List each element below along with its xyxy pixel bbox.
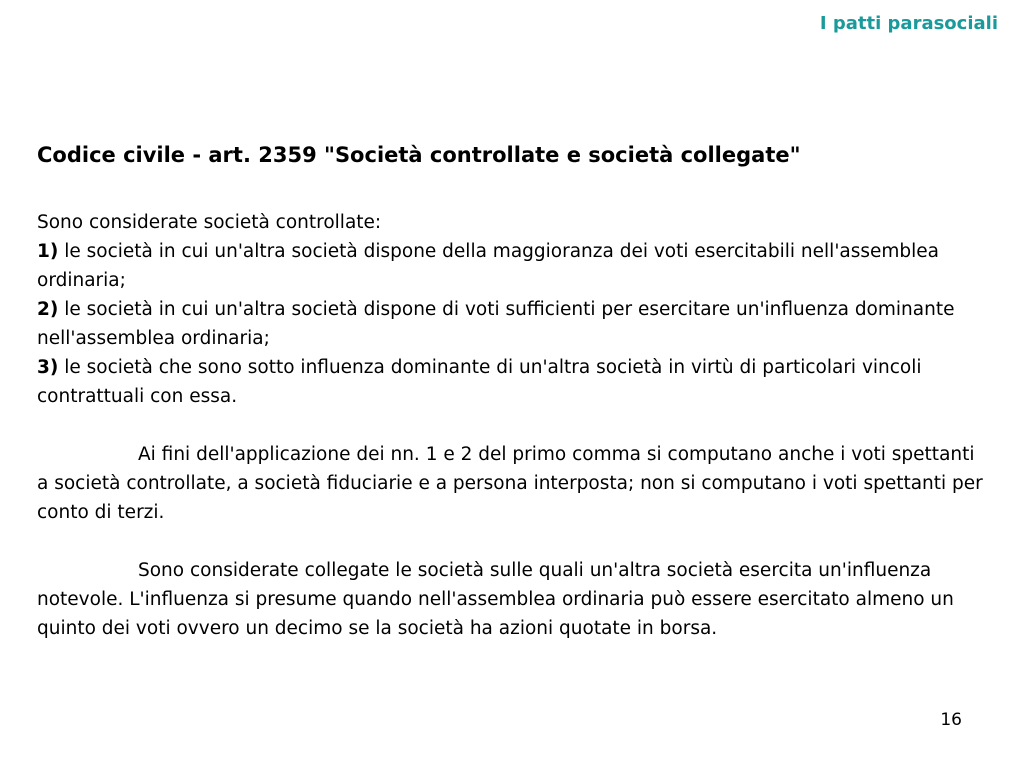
paragraph-collegate-text: Sono considerate collegate le società sulle quali un'altra società esercita un'influenza notevole. L'influenza si presume quando nell'assemblea ordinaria può essere esercitato almeno un quinto dei voti ovvero un decimo se la società ha azioni quotate in borsa. [37, 560, 954, 639]
list-item-number: 2) [37, 299, 59, 320]
header-title: I patti parasociali [819, 13, 998, 34]
list-item-2 [37, 295, 989, 353]
list-item-text: le società che sono sotto influenza dominante di un'altra società in virtù di particolari vincoli contrattuali con essa. [37, 357, 922, 407]
list-item-text: le società in cui un'altra società dispone di voti sufficienti per esercitare un'influenza dominante nell'assemblea ordinaria; [37, 299, 955, 349]
list-item-number: 3) [37, 357, 59, 378]
slide-heading: Codice civile - art. 2359 "Società controllate e società collegate" [37, 143, 801, 167]
spacer [37, 527, 989, 556]
list-item-text: le società in cui un'altra società dispone della maggioranza dei voti esercitabili nell'assemblea ordinaria; [37, 241, 940, 291]
slide-body [37, 208, 989, 643]
list-item-3 [37, 353, 989, 411]
list-item-1 [37, 237, 989, 295]
list-item-number: 1) [37, 241, 59, 262]
intro-text: Sono considerate società controllate: [37, 212, 382, 233]
paragraph-computation-text: Ai fini dell'applicazione dei nn. 1 e 2 del primo comma si computano anche i voti spettanti a società controllate, a società fiduciarie e a persona interposta; non si computano i voti spettanti per conto di terzi. [37, 444, 983, 523]
paragraph-computation [37, 440, 989, 527]
paragraph-collegate [37, 556, 989, 643]
page-number: 16 [940, 710, 962, 730]
spacer [37, 411, 989, 440]
